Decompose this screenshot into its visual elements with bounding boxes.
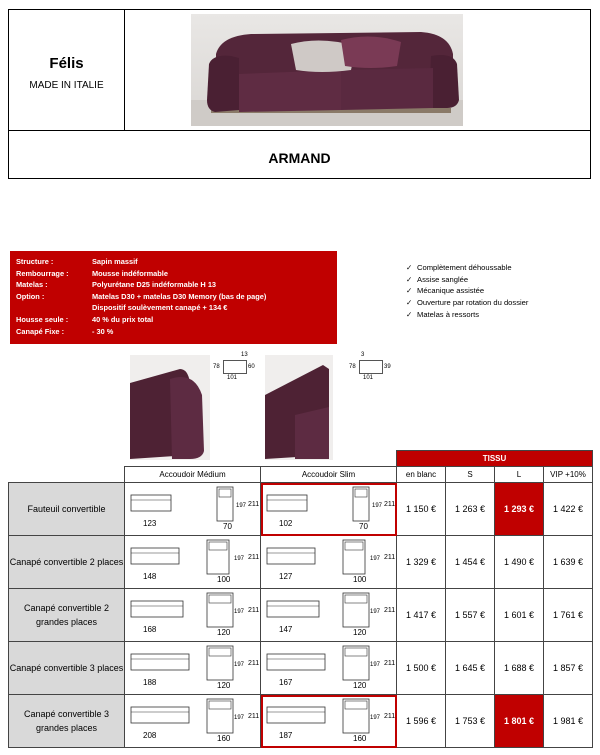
- spec-box: [10, 251, 337, 344]
- price-cell: 1 596 €: [397, 695, 446, 748]
- table-row: [9, 536, 593, 589]
- bed-length-label: 197: [234, 556, 245, 562]
- row-label: Fauteuil convertible: [9, 483, 125, 536]
- model-name: ARMAND: [268, 150, 331, 166]
- armrest-slim-photo: [265, 355, 333, 460]
- col-header: en blanc: [397, 467, 446, 483]
- bed-width-label: 120: [217, 628, 231, 637]
- bed-length-label: 197: [234, 715, 245, 721]
- col-header: VIP +10%: [544, 467, 593, 483]
- col-header-medium: Accoudoir Médium: [125, 467, 261, 483]
- drawing-slim: [261, 483, 397, 536]
- header-box: [8, 9, 591, 179]
- bed-width-label: 70: [223, 522, 232, 531]
- price-cell: 1 639 €: [544, 536, 593, 589]
- row-label: Canapé convertible 3 grandes places: [9, 695, 125, 748]
- spec-value: - 30 %: [92, 326, 114, 336]
- origin-label: MADE IN ITALIE: [29, 80, 104, 91]
- drawing-slim: [261, 536, 397, 589]
- price-cell: 1 454 €: [446, 536, 495, 589]
- bed-width-label: 160: [353, 734, 367, 743]
- row-label: Canapé convertible 2 places: [9, 536, 125, 589]
- drawing-medium: [125, 642, 261, 695]
- price-table: [8, 450, 593, 748]
- price-cell: 1 150 €: [397, 483, 446, 536]
- spec-value: Mousse indéformable: [92, 268, 168, 278]
- divider: [9, 130, 590, 131]
- spec-label: Housse seule :: [16, 314, 69, 324]
- spec-label: Canapé Fixe :: [16, 326, 65, 336]
- price-cell: 1 293 €: [495, 483, 544, 536]
- dim-outline: [223, 360, 247, 374]
- armrest-medium-dims: 13 78 60 101: [213, 352, 255, 381]
- width-label: 147: [279, 625, 293, 634]
- col-header: S: [446, 467, 495, 483]
- open-depth-label: 211: [384, 660, 396, 667]
- bed-width-label: 120: [353, 681, 367, 690]
- width-label: 168: [143, 625, 157, 634]
- width-label: 208: [143, 731, 157, 740]
- bed-length-label: 197: [236, 503, 247, 509]
- feature-item: ✓ Assise sanglée: [406, 274, 469, 284]
- check-icon: ✓: [406, 286, 413, 296]
- drawing-slim: [261, 642, 397, 695]
- spec-value: Matelas D30 + matelas D30 Memory (bas de page): [92, 291, 267, 301]
- spec-label: Option :: [16, 291, 45, 301]
- armrest-medium-photo: [130, 355, 210, 460]
- price-cell: 1 688 €: [495, 642, 544, 695]
- width-label: 127: [279, 572, 293, 581]
- feature-item: ✓ Matelas à ressorts: [406, 309, 480, 319]
- armrest-slim-dims: 3 78 39 101: [349, 352, 391, 381]
- bed-length-label: 197: [234, 609, 245, 615]
- col-header-slim: Accoudoir Slim: [261, 467, 397, 483]
- table-row: [9, 483, 593, 536]
- bed-length-label: 197: [370, 715, 381, 721]
- check-icon: ✓: [406, 309, 413, 319]
- open-depth-label: 211: [384, 501, 396, 508]
- sofa-photo: [191, 14, 463, 126]
- bed-length-label: 197: [372, 503, 383, 509]
- divider: [124, 10, 125, 130]
- price-cell: 1 329 €: [397, 536, 446, 589]
- spec-label: [16, 302, 92, 314]
- check-icon: ✓: [406, 298, 413, 308]
- bed-length-label: 197: [370, 556, 381, 562]
- width-label: 167: [279, 678, 293, 687]
- price-cell: 1 857 €: [544, 642, 593, 695]
- drawing-medium: [125, 536, 261, 589]
- bed-width-label: 120: [353, 628, 367, 637]
- check-icon: ✓: [406, 263, 413, 272]
- check-icon: ✓: [406, 274, 413, 284]
- price-cell: 1 981 €: [544, 695, 593, 748]
- spec-label: Structure :: [16, 257, 54, 266]
- bed-width-label: 160: [217, 734, 231, 743]
- bed-width-label: 100: [217, 575, 231, 584]
- spec-value: 40 % du prix total: [92, 314, 154, 324]
- row-label: Canapé convertible 3 places: [9, 642, 125, 695]
- brand-name: Félis: [49, 55, 84, 72]
- spec-value: Dispositif soulèvement canapé + 134 €: [92, 303, 228, 313]
- price-cell: 1 601 €: [495, 589, 544, 642]
- row-label: Canapé convertible 2 grandes places: [9, 589, 125, 642]
- bed-width-label: 70: [359, 522, 368, 531]
- open-depth-label: 211: [248, 713, 260, 720]
- price-cell: 1 417 €: [397, 589, 446, 642]
- spec-label: Rembourrage :: [16, 268, 69, 278]
- feature-list: [406, 262, 528, 320]
- spec-value: Sapin massif: [92, 257, 138, 266]
- feature-item: ✓ Ouverture par rotation du dossier: [406, 298, 529, 308]
- width-label: 123: [143, 519, 157, 528]
- width-label: 102: [279, 519, 293, 528]
- price-cell: 1 500 €: [397, 642, 446, 695]
- drawing-slim: [261, 695, 397, 748]
- price-cell: 1 801 €: [495, 695, 544, 748]
- table-row: [9, 642, 593, 695]
- spec-value: Polyurétane D25 indéformable H 13: [92, 280, 217, 290]
- price-cell: 1 490 €: [495, 536, 544, 589]
- price-cell: 1 753 €: [446, 695, 495, 748]
- spec-label: Matelas :: [16, 280, 48, 290]
- price-cell: 1 422 €: [544, 483, 593, 536]
- bed-length-label: 197: [370, 662, 381, 668]
- bed-width-label: 100: [353, 575, 367, 584]
- open-depth-label: 211: [384, 713, 396, 720]
- width-label: 187: [279, 731, 293, 740]
- width-label: 148: [143, 572, 157, 581]
- open-depth-label: 211: [248, 501, 260, 508]
- drawing-medium: [125, 483, 261, 536]
- bed-width-label: 120: [217, 681, 231, 690]
- open-depth-label: 211: [248, 607, 260, 614]
- price-cell: 1 761 €: [544, 589, 593, 642]
- drawing-medium: [125, 589, 261, 642]
- table-row: [9, 695, 593, 748]
- price-cell: 1 557 €: [446, 589, 495, 642]
- open-depth-label: 211: [248, 554, 260, 561]
- bed-length-label: 197: [234, 662, 245, 668]
- price-cell: 1 263 €: [446, 483, 495, 536]
- col-header: L: [495, 467, 544, 483]
- table-row: [9, 589, 593, 642]
- drawing-slim: [261, 589, 397, 642]
- bed-length-label: 197: [370, 609, 381, 615]
- feature-item: ✓ Mécanique assistée: [406, 286, 485, 296]
- price-cell: 1 645 €: [446, 642, 495, 695]
- width-label: 188: [143, 678, 157, 687]
- open-depth-label: 211: [384, 607, 396, 614]
- tissu-header: TISSU: [397, 451, 593, 467]
- open-depth-label: 211: [248, 660, 260, 667]
- open-depth-label: 211: [384, 554, 396, 561]
- feature-item: ✓ Complètement déhoussable: [406, 263, 512, 272]
- dim-outline: [359, 360, 383, 374]
- drawing-medium: [125, 695, 261, 748]
